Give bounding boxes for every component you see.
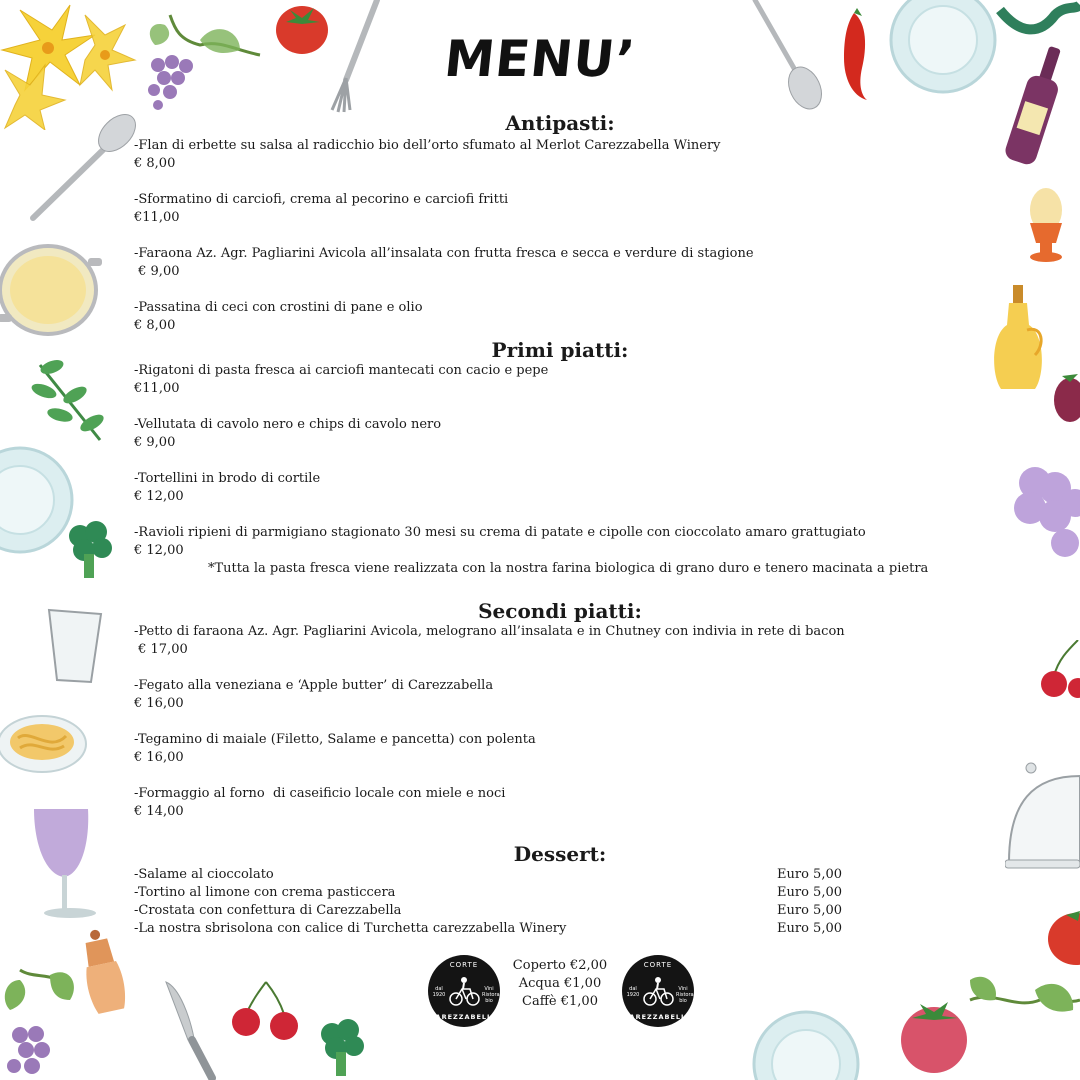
item-price: € 16,00 (134, 750, 184, 765)
item-name: -Petto di faraona Az. Agr. Pagliarini Avicola, melograno all’insalata e in Chutney con indivia in rete di bacon (134, 624, 845, 639)
item-name: -Ravioli ripieni di parmigiano stagionato 30 mesi su crema di patate e cipolle con cioccolato amaro grattugiato (134, 525, 866, 540)
plate-left-illustration (0, 445, 75, 555)
item-price: € 9,00 (134, 264, 180, 279)
item-name: -Flan di erbette su salsa al radicchio bio dell’orto sfumato al Merlot Carezzabella Winery (134, 138, 721, 153)
menu-item (134, 470, 320, 506)
antipasti-title: Antipasti: (505, 111, 615, 135)
corte-carezzabella-logo (622, 955, 702, 1027)
hydrangea-illustration (1005, 458, 1080, 568)
menu-item (134, 677, 493, 713)
item-name: -Crostata con confettura di Carezzabella (134, 903, 402, 918)
logo-bottom-text: CAREZZABELLA (429, 1013, 499, 1021)
item-price: € 12,00 (134, 543, 184, 558)
item-name: -La nostra sbrisolona con calice di Turchetta carezzabella Winery (134, 921, 567, 936)
menu-item (134, 362, 548, 398)
menu-item (134, 299, 423, 335)
vine-bottom-right-illustration (965, 960, 1080, 1045)
coperto-price: Coperto €2,00 (512, 958, 608, 973)
berry-illustration (1050, 368, 1080, 426)
item-name: -Salame al cioccolato (134, 867, 274, 882)
item-name: -Fegato alla veneziana e ‘Apple butter’ di Carezzabella (134, 678, 494, 693)
menu-title: MENU’ (441, 30, 639, 88)
tomato-right-illustration (1046, 905, 1080, 965)
primi-title: Primi piatti: (491, 338, 629, 362)
item-price: Euro 5,00 (777, 903, 842, 918)
menu-item (134, 416, 441, 452)
cyclist-icon (448, 975, 480, 1007)
menu-item (134, 245, 754, 281)
logo-top-text: CORTE (449, 961, 479, 969)
logo-bottom-text: CAREZZABELLA (623, 1013, 693, 1021)
item-name: -Tegamino di maiale (Filetto, Salame e pancetta) con polenta (134, 732, 536, 747)
acqua-price: Acqua €1,00 (518, 976, 602, 991)
pasta-note: *Tutta la pasta fresca viene realizzata con la nostra farina biologica di grano duro e tenero macinata a pietra (208, 561, 929, 576)
egg-cup-illustration (1022, 185, 1070, 265)
item-price: € 9,00 (134, 435, 176, 450)
item-price: Euro 5,00 (777, 885, 842, 900)
item-name: -Faraona Az. Agr. Pagliarini Avicola all’insalata con frutta fresca e secca e verdure di stagione (134, 246, 754, 261)
item-name: -Formaggio al forno di caseificio locale con miele e noci (134, 786, 506, 801)
dessert-title: Dessert: (513, 842, 607, 866)
logo-left-text: dal 1920 (626, 986, 640, 998)
cherries-bottom-illustration (230, 980, 302, 1042)
corte-carezzabella-logo (428, 955, 508, 1027)
item-price: Euro 5,00 (777, 867, 842, 882)
item-name: -Tortellini in brodo di cortile (134, 471, 321, 486)
menu-item (134, 731, 536, 767)
logo-right-text: Vini Ristorante bio (676, 986, 702, 1004)
item-name: -Passatina di ceci con crostini di pane e olio (134, 300, 423, 315)
extras-block (505, 957, 615, 1011)
cyclist-icon (642, 975, 674, 1007)
item-price: Euro 5,00 (777, 921, 842, 936)
item-price: € 16,00 (134, 696, 184, 711)
item-price: €11,00 (134, 210, 180, 225)
logo-left-text: dal 1920 (432, 986, 446, 998)
menu-item (134, 524, 866, 560)
broccoli-illustration (66, 520, 114, 580)
tomato-bottom-illustration (898, 990, 970, 1080)
grapes-bottom-left-illustration (0, 960, 85, 1080)
menu-item (134, 137, 721, 173)
plate-bottom-illustration (750, 1008, 862, 1080)
item-price: €11,00 (134, 381, 180, 396)
menu-item (134, 785, 505, 821)
pasta-dish-illustration (0, 708, 90, 776)
soup-pot-illustration (0, 240, 105, 340)
item-price: € 17,00 (134, 642, 188, 657)
cherries-right-illustration (1038, 640, 1080, 700)
menu-item (134, 191, 508, 227)
item-name: -Sformatino di carciofi, crema al pecorino e carciofi fritti (134, 192, 509, 207)
item-price: € 8,00 (134, 156, 176, 171)
caffe-price: Caffè €1,00 (522, 994, 598, 1009)
item-name: -Vellutata di cavolo nero e chips di cavolo nero (134, 417, 442, 432)
knife-illustration (160, 978, 220, 1080)
broccoli-bottom-illustration (318, 1018, 366, 1078)
herb-sprig-illustration (30, 355, 110, 445)
menu-item (134, 623, 845, 659)
logo-top-text: CORTE (643, 961, 673, 969)
item-price: € 8,00 (134, 318, 176, 333)
item-price: € 12,00 (134, 489, 184, 504)
secondi-title: Secondi piatti: (478, 599, 642, 623)
item-name: -Rigatoni di pasta fresca ai carciofi mantecati con cacio e pepe (134, 363, 549, 378)
item-price: € 14,00 (134, 804, 184, 819)
logo-right-text: Vini Ristorante bio (482, 986, 508, 1004)
item-name: -Tortino al limone con crema pasticcera (134, 885, 396, 900)
